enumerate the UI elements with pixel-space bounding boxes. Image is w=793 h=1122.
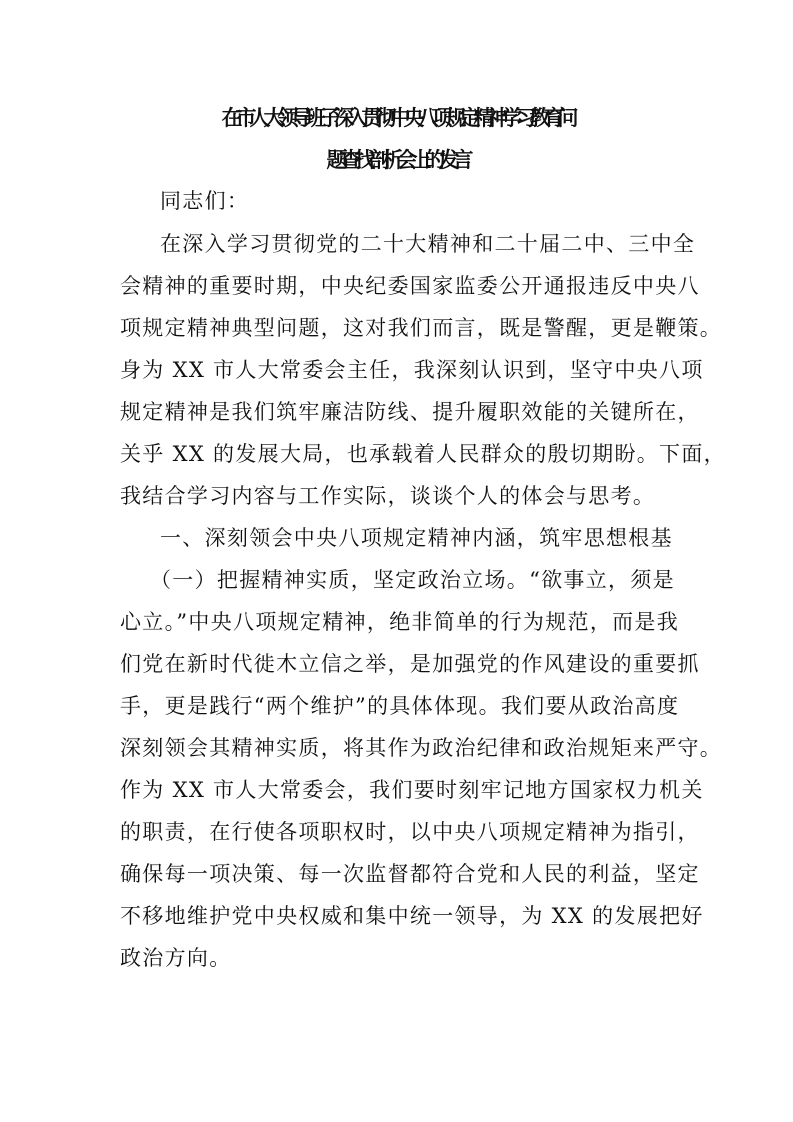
document-title-line-2: 题查找剖析会上的发言 [326, 147, 467, 172]
body-line-7: 我结合学习内容与工作实际，谈谈个人的体会与思考。 [120, 484, 656, 508]
body-line-13: 深刻领会其精神实质，将其作为政治纪律和政治规矩来严守。 [120, 736, 723, 760]
body-line-5: 规定精神是我们筑牢廉洁防线、提升履职效能的关键所在， [120, 400, 700, 424]
section-heading-1: 一、深刻领会中央八项规定精神内涵，筑牢思想根基 [160, 526, 673, 550]
body-line-6: 关乎 XX 的发展大局，也承载着人民群众的殷切期盼。下面， [120, 442, 726, 466]
body-line-10: 心立。”中央八项规定精神，绝非简单的行为规范，而是我 [120, 610, 680, 634]
body-line-17: 不移地维护党中央权威和集中统一领导，为 XX 的发展把好 [120, 904, 704, 928]
body-line-14: 作为 XX 市人大常委会，我们要时刻牢记地方国家权力机关 [120, 778, 704, 802]
body-line-3: 项规定精神典型问题，这对我们而言，既是警醒，更是鞭策。 [120, 316, 723, 340]
body-line-1: 在深入学习贯彻党的二十大精神和二十届二中、三中全 [160, 232, 696, 256]
body-line-15: 的职责，在行使各项职权时，以中央八项规定精神为指引， [120, 820, 700, 844]
body-line-11: 们党在新时代徙木立信之举，是加强党的作风建设的重要抓 [120, 652, 700, 676]
document-title-line-1: 在市人大领导班子深入贯彻中央八项规定精神学习教育问 [221, 105, 572, 130]
subsection-heading-1: （一）把握精神实质，坚定政治立场。“欲事立，须是 [150, 568, 675, 592]
body-line-16: 确保每一项决策、每一次监督都符合党和人民的利益，坚定 [120, 862, 700, 886]
body-line-4: 身为 XX 市人大常委会主任，我深刻认识到，坚守中央八项 [120, 358, 704, 382]
salutation: 同志们： [160, 189, 250, 213]
body-line-2: 会精神的重要时期，中央纪委国家监委公开通报违反中央八 [120, 274, 700, 298]
body-line-18: 政治方向。 [120, 946, 232, 970]
body-line-12: 手，更是践行“两个维护”的具体体现。我们要从政治高度 [120, 694, 680, 718]
